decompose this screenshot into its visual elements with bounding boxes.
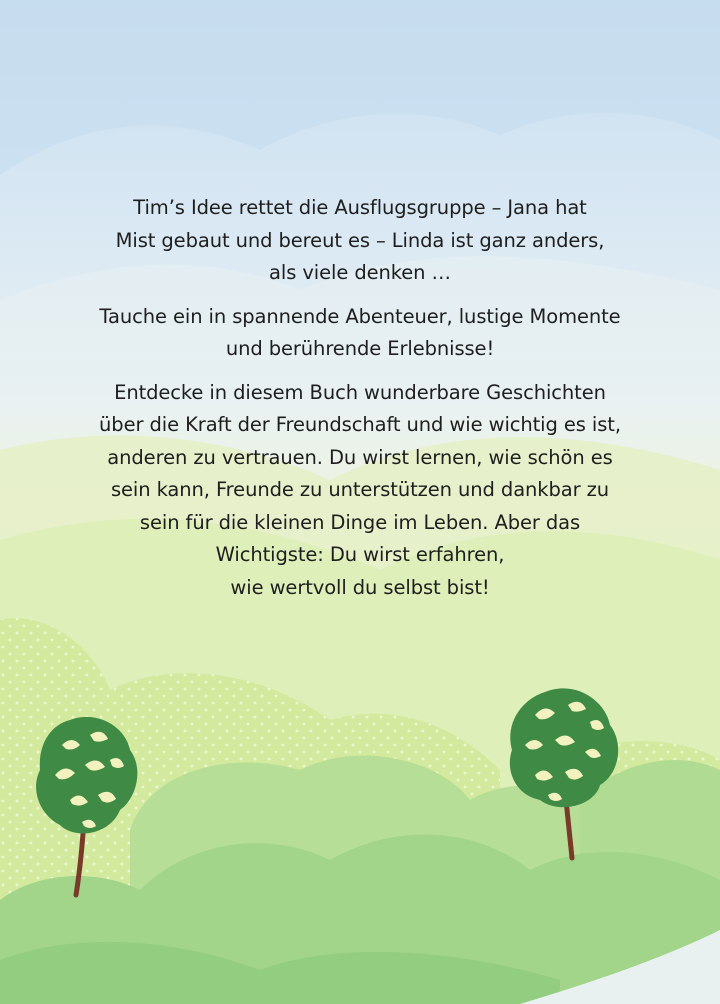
text-line: anderen zu vertrauen. Du wirst lernen, wie schön es	[107, 445, 613, 469]
text-line: und berührende Erlebnisse!	[225, 337, 495, 360]
text-line: Wichtigste: Du wirst erfahren,	[215, 543, 505, 566]
text-line: Mist gebaut und bereut es – Linda ist ganz anders,	[115, 228, 605, 252]
text-line: wie wertvoll du selbst bist!	[230, 575, 490, 599]
text-line: Tim’s Idee rettet die Ausflugsgruppe – Jana hat	[133, 196, 587, 219]
text-line: sein kann, Freunde zu unterstützen und dankbar zu	[110, 478, 610, 501]
blurb-paragraph-1	[60, 192, 660, 290]
text-line: über die Kraft der Freundschaft und wie wichtig es ist,	[99, 413, 621, 436]
text-line: Tauche ein in spannende Abenteuer, lustige Momente	[99, 304, 621, 328]
text-line: sein für die kleinen Dinge im Leben. Aber das	[139, 510, 581, 534]
blurb-paragraph-2	[60, 301, 660, 366]
blurb-paragraph-3	[60, 377, 660, 605]
text-line: als viele denken …	[269, 261, 451, 284]
cloud-shape	[0, 0, 720, 175]
text-line: Entdecke in diesem Buch wunderbare Geschichten	[114, 380, 606, 404]
blurb-text	[60, 192, 660, 615]
